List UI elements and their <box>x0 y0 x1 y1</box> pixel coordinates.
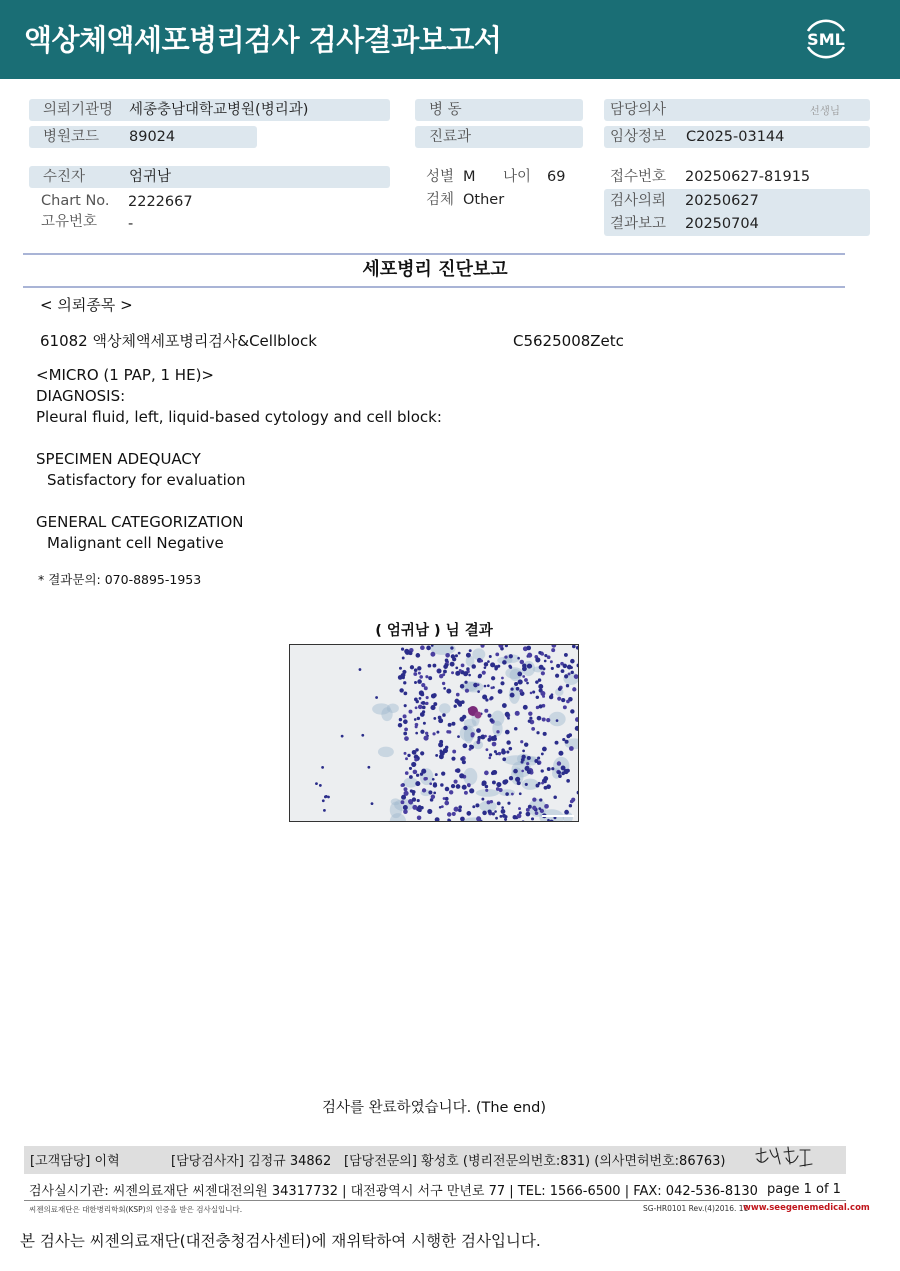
section-rule-bottom <box>23 286 845 288</box>
doctor-suffix: 선생님 <box>809 105 840 117</box>
hospital-code-field <box>29 126 257 148</box>
specimen-label: 검체 <box>426 192 455 208</box>
chart-value: 2222667 <box>128 194 193 210</box>
staff-bar <box>24 1146 846 1174</box>
hospital-field <box>29 99 390 121</box>
technician: [담당검사자] 김정규 34862 <box>171 1154 332 1169</box>
dept-field <box>415 126 583 148</box>
section-title: 세포병리 진단보고 <box>362 259 508 280</box>
dates-block <box>604 189 870 236</box>
adequacy-value: Satisfactory for evaluation <box>47 471 246 489</box>
order-heading: < 의뢰종목 > <box>40 296 133 314</box>
request-value: 20250627 <box>685 193 759 209</box>
end-note: 검사를 완료하였습니다. (The end) <box>321 1100 547 1116</box>
ward-field <box>415 99 583 121</box>
sex-value: M <box>463 169 476 185</box>
report-value: 20250704 <box>685 216 759 232</box>
form-code: SG-HR0101 Rev.(4)2016. 11 <box>643 1204 749 1213</box>
dept-label: 진료과 <box>429 129 472 145</box>
page-number: page 1 of 1 <box>767 1182 841 1197</box>
accreditation-note: 씨젠의료재단은 대한병리학회(KSP)의 인증을 받은 검사실입니다. <box>29 1205 243 1214</box>
image-caption: ( 엄귀남 ) 님 결과 <box>375 623 493 639</box>
hospital-value: 세종충남대학교병원(병리과) <box>129 102 309 118</box>
order-item: 61082 액상체액세포병리검사&Cellblock <box>40 332 317 350</box>
age-value: 69 <box>547 169 566 185</box>
sml-logo <box>800 12 852 64</box>
patient-label: 수진자 <box>43 169 86 185</box>
diagnosis-label: DIAGNOSIS: <box>36 387 126 405</box>
clinical-label: 임상정보 <box>610 129 667 145</box>
specimen-value: Other <box>463 192 505 208</box>
receipt-label: 접수번호 <box>610 169 667 185</box>
doctor-label: 담당의사 <box>610 102 667 118</box>
customer-rep: [고객담당] 이혁 <box>30 1154 120 1169</box>
doctor-field <box>604 99 870 121</box>
receipt-value: 20250627-81915 <box>685 169 811 185</box>
order-code: C5625008Zetc <box>513 332 624 350</box>
footer-rule <box>24 1200 846 1201</box>
hospital-code-label: 병원코드 <box>43 129 100 145</box>
patient-value: 엄귀남 <box>129 169 172 185</box>
clinical-field <box>604 126 870 148</box>
category-value: Malignant cell Negative <box>47 534 224 552</box>
unique-value: - <box>128 216 134 232</box>
diagnosis-text: Pleural fluid, left, liquid-based cytology and cell block: <box>36 408 442 426</box>
institution-info: 검사실시기관: 씨젠의료재단 씨젠대전의원 34317732 | 대전광역시 서구 만년로 77 | TEL: 1566-6500 | FAX: 042-536-8130 <box>29 1184 758 1199</box>
report-label: 결과보고 <box>610 216 667 232</box>
website-link[interactable]: www.seegenemedical.com <box>743 1203 870 1213</box>
inquiry-phone: * 결과문의: 070-8895-1953 <box>38 572 202 587</box>
hospital-code-value: 89024 <box>129 129 176 145</box>
chart-label: Chart No. <box>41 193 110 209</box>
hospital-label: 의뢰기관명 <box>43 102 114 118</box>
unique-label: 고유번호 <box>41 214 98 230</box>
age-label: 나이 <box>503 169 532 185</box>
clinical-value: C2025-03144 <box>686 129 785 145</box>
patient-field <box>29 166 390 188</box>
report-title: 액상체액세포병리검사 검사결과보고서 <box>24 23 502 57</box>
svg-text:SML: SML <box>807 30 845 49</box>
signature <box>752 1144 814 1174</box>
request-label: 검사의뢰 <box>610 193 667 209</box>
micro-line: <MICRO (1 PAP, 1 HE)> <box>36 366 214 384</box>
outsourcing-note: 본 검사는 씨젠의료재단(대전충청검사센터)에 재위탁하여 시행한 검사입니다. <box>20 1232 541 1250</box>
sex-label: 성별 <box>426 169 455 185</box>
ward-label: 병 동 <box>429 102 462 118</box>
cytology-image <box>289 644 579 822</box>
report-header <box>0 0 900 79</box>
specialist: [담당전문의] 황성호 (병리전문의번호:831) (의사면허번호:86763) <box>344 1154 726 1169</box>
category-label: GENERAL CATEGORIZATION <box>36 513 244 531</box>
adequacy-label: SPECIMEN ADEQUACY <box>36 450 201 468</box>
